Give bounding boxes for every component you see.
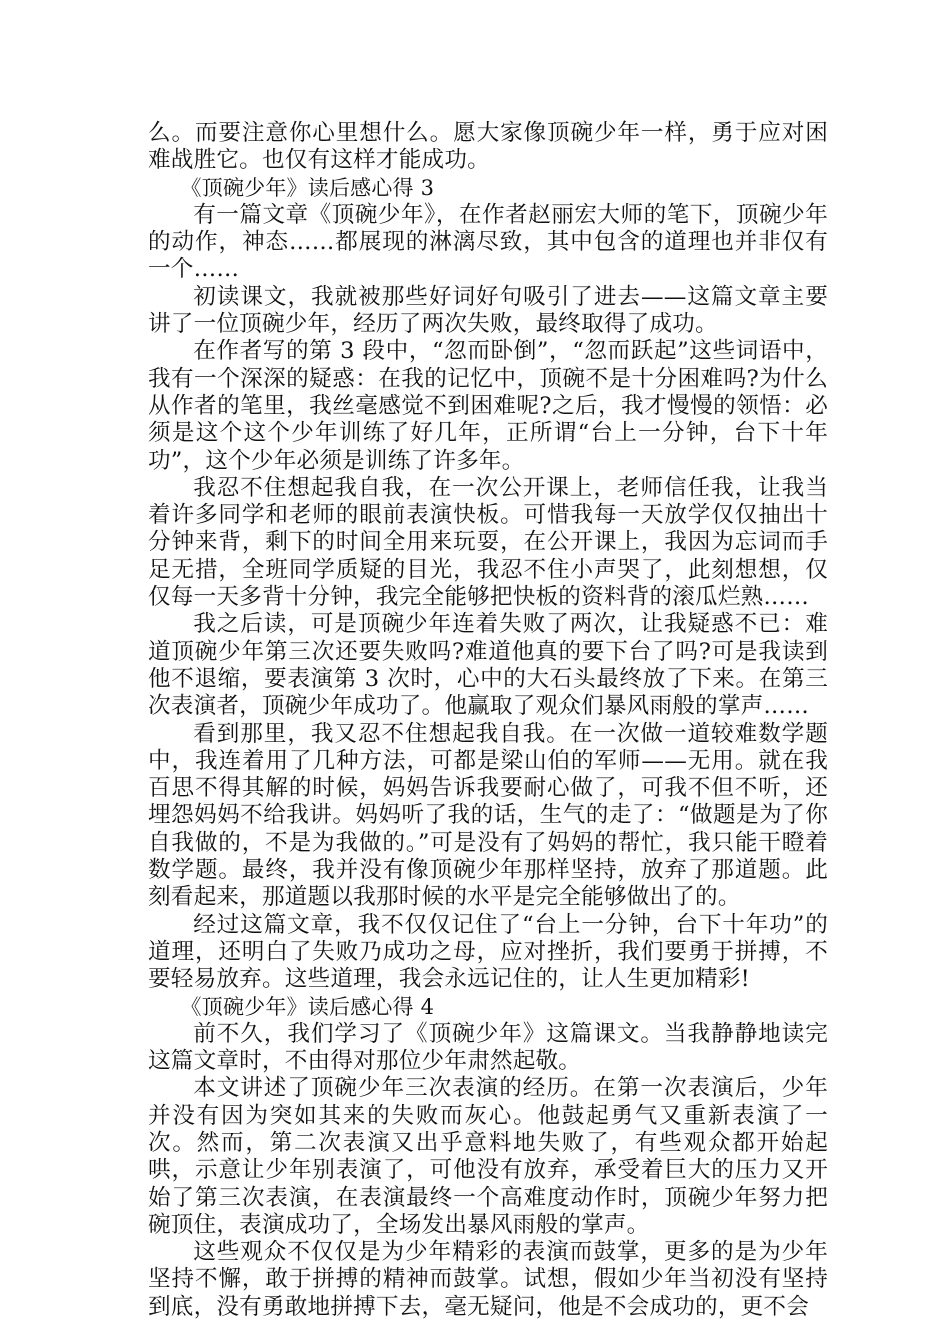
paragraph: 初读课文，我就被那些好词好句吸引了进去——这篇文章主要讲了一位顶碗少年，经历了两次失败，最终取得了成功。 [148, 283, 828, 338]
paragraph: 在作者写的第 3 段中，“忽而卧倒”，“忽而跃起”这些词语中，我有一个深深的疑惑：在我的记忆中，顶碗不是十分困难吗?为什么从作者的笔里，我丝毫感觉不到困难呢?之后，我才慢慢的领悟：必须是这个这个少年训练了好几年，正所谓“台上一分钟，台下十年功”，这个少年必须是训练了许多年。 [148, 338, 828, 474]
paragraph: 前不久，我们学习了《顶碗少年》这篇课文。当我静静地读完这篇文章时，不由得对那位少年肃然起敬。 [148, 1020, 828, 1075]
document-body [148, 120, 828, 1321]
paragraph: 我忍不住想起我自我，在一次公开课上，老师信任我，让我当着许多同学和老师的眼前表演快板。可惜我每一天放学仅仅抽出十分钟来背，剩下的时间全用来玩耍，在公开课上，我因为忘词而手足无措，全班同学质疑的目光，我忍不住小声哭了，此刻想想，仅仅每一天多背十分钟，我完全能够把快板的资料背的滚瓜烂熟…… [148, 474, 828, 611]
section-heading-3: 《顶碗少年》读后感心得 3 [180, 175, 435, 200]
section-heading-4: 《顶碗少年》读后感心得 4 [180, 994, 435, 1019]
paragraph: 看到那里，我又忍不住想起我自我。在一次做一道较难数学题中，我连着用了几种方法，可都是梁山伯的军师——无用。就在我百思不得其解的时候，妈妈告诉我要耐心做了，可我不但不听，还埋怨妈妈不给我讲。妈妈听了我的话，生气的走了：“做题是为了你自我做的，不是为我做的。”可是没有了妈妈的帮忙，我只能干瞪着数学题。最终，我并没有像顶碗少年那样坚持，放弃了那道题。此刻看起来，那道题以我那时候的水平是完全能够做出了的。 [148, 720, 828, 911]
paragraph: 我之后读，可是顶碗少年连着失败了两次，让我疑惑不已：难道顶碗少年第三次还要失败吗?难道他真的要下台了吗?可是我读到他不退缩，要表演第 3 次时，心中的大石头最终放了下来。在第三次表演者，顶碗少年成功了。他赢取了观众们暴风雨般的掌声…… [148, 611, 828, 720]
paragraph: 这些观众不仅仅是为少年精彩的表演而鼓掌，更多的是为少年坚持不懈，敢于拼搏的精神而鼓掌。试想，假如少年当初没有坚持到底，没有勇敢地拼搏下去，毫无疑问，他是不会成功的，更不会 [148, 1239, 828, 1320]
paragraph: 经过这篇文章，我不仅仅记住了“台上一分钟，台下十年功”的道理，还明白了失败乃成功之母，应对挫折，我们要勇于拼搏，不要轻易放弃。这些道理，我会永远记住的，让人生更加精彩! [148, 911, 828, 993]
paragraph: 本文讲述了顶碗少年三次表演的经历。在第一次表演后，少年并没有因为突如其来的失败而灰心。他鼓起勇气又重新表演了一次。然而，第二次表演又出乎意料地失败了，有些观众都开始起哄，示意让少年别表演了，可他没有放弃，承受着巨大的压力又开始了第三次表演，在表演最终一个高难度动作时，顶碗少年努力把碗顶住，表演成功了，全场发出暴风雨般的掌声。 [148, 1075, 828, 1238]
paragraph-continuation: 么。而要注意你心里想什么。愿大家像顶碗少年一样，勇于应对困难战胜它。也仅有这样才能成功。 [148, 120, 828, 174]
paragraph: 有一篇文章《顶碗少年》，在作者赵丽宏大师的笔下，顶碗少年的动作，神态……都展现的淋漓尽致，其中包含的道理也并非仅有一个…… [148, 201, 828, 283]
